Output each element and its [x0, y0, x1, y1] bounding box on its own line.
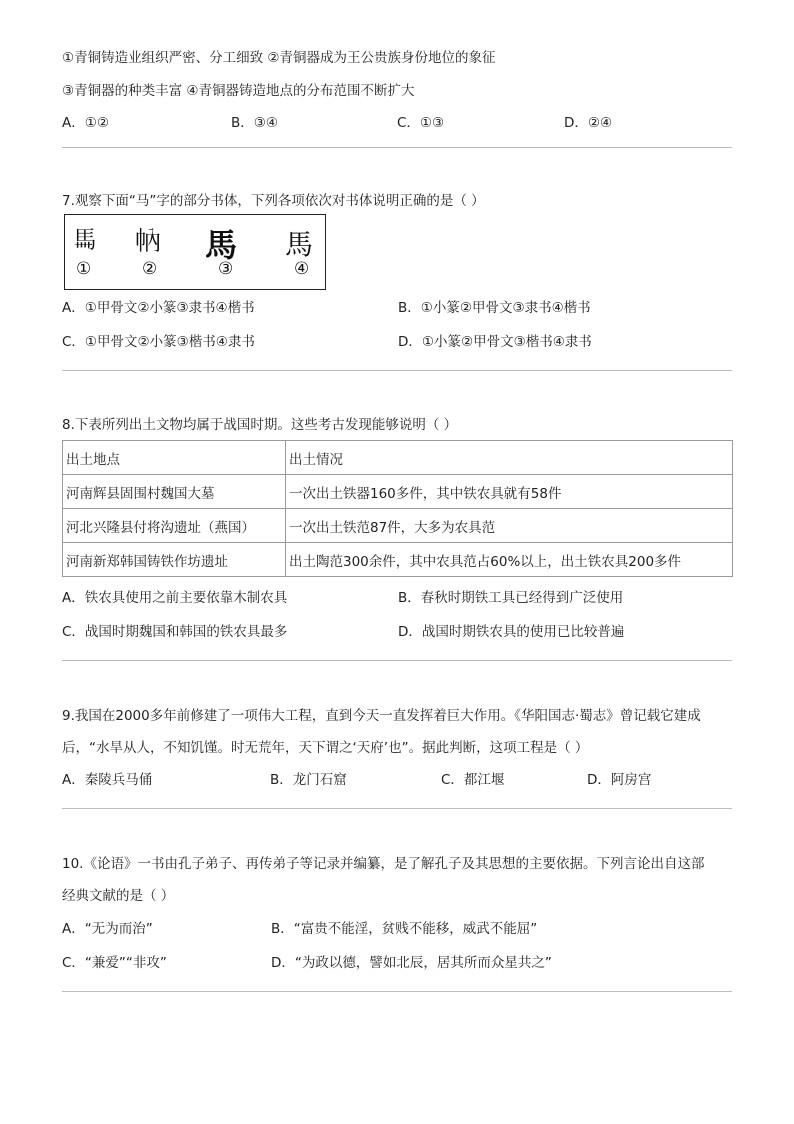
q10-option-c[interactable]: C．“兼爱”“非攻” [62, 955, 167, 971]
q10-option-d[interactable]: D．“为政以德，譬如北辰，居其所而众星共之” [271, 955, 552, 971]
q10-stem-line-1: 10.《论语》一书由孔子弟子、再传弟子等记录并编纂，是了解孔子及其思想的主要依据。下列言论出自这部 [62, 856, 705, 872]
q7-option-b[interactable]: B．①小篆②甲骨文③隶书④楷书 [398, 300, 591, 316]
table-cell: 河南新郑韩国铸铁作坊遗址 [63, 543, 286, 577]
q10-stem-line-2: 经典文献的是（ ） [62, 888, 175, 904]
q7-stem: 7.观察下面“马”字的部分书体，下列各项依次对书体说明正确的是（ ） [62, 193, 485, 209]
divider [62, 370, 732, 371]
divider [62, 991, 732, 992]
table-cell: 河南辉县固围村魏国大墓 [63, 475, 286, 509]
ma-script-figure [64, 214, 326, 290]
table-row [63, 543, 733, 577]
table-cell: 出土陶范300余件，其中农具范占60%以上，出土铁农具200多件 [286, 543, 733, 577]
q7-option-d[interactable]: D．①小篆②甲骨文③楷书④隶书 [398, 334, 592, 350]
table-cell: 一次出土铁范87件，大多为农具范 [286, 509, 733, 543]
ma-seal-glyph: 𢁩 [135, 227, 162, 257]
q9-option-b[interactable]: B．龙门石窟 [270, 772, 347, 788]
q8-stem: 8.下表所列出土文物均属于战国时期。这些考古发现能够说明（ ） [62, 417, 458, 433]
q8-option-b[interactable]: B．春秋时期铁工具已经得到广泛使用 [398, 590, 624, 606]
divider [62, 808, 732, 809]
ma-clerical-glyph: 馬 [205, 226, 238, 264]
q8-option-a[interactable]: A．铁农具使用之前主要依靠木制农具 [62, 590, 288, 606]
numeral-4: ④ [294, 259, 310, 279]
numeral-3: ③ [218, 259, 234, 279]
q7-option-c[interactable]: C．①甲骨文②小篆③楷书④隶书 [62, 334, 255, 350]
q7-option-a[interactable]: A．①甲骨文②小篆③隶书④楷书 [62, 300, 255, 316]
q10-option-b[interactable]: B．“富贵不能淫，贫贱不能移，威武不能屈” [271, 921, 538, 937]
divider [62, 660, 732, 661]
q6-option-c[interactable]: C．①③ [397, 115, 445, 131]
ma-oracle-glyph: 𩡧 [73, 226, 97, 254]
q10-option-a[interactable]: A．“无为而治” [62, 921, 153, 937]
table-cell: 一次出土铁器160多件，其中铁农具就有58件 [286, 475, 733, 509]
table-header-row [63, 441, 733, 475]
table-cell: 河北兴隆县付将沟遗址（燕国） [63, 509, 286, 543]
table-header-cell: 出土地点 [63, 441, 286, 475]
q9-stem-line-2: 后，“水旱从人，不知饥馑。时无荒年，天下谓之‘天府’也”。据此判断，这项工程是（ ） [62, 740, 589, 756]
q8-option-d[interactable]: D．战国时期铁农具的使用已比较普遍 [398, 624, 625, 640]
table-row [63, 475, 733, 509]
q9-option-a[interactable]: A．秦陵兵马俑 [62, 772, 153, 788]
q6-statement-line-1: ①青铜铸造业组织严密、分工细致 ②青铜器成为王公贵族身份地位的象征 [62, 50, 496, 66]
q9-stem-line-1: 9.我国在2000多年前修建了一项伟大工程，直到今天一直发挥着巨大作用。《华阳国志·蜀志》曾记载它建成 [62, 708, 701, 724]
ma-regular-glyph: 馬 [285, 228, 314, 261]
table-header-cell: 出土情况 [286, 441, 733, 475]
numeral-1: ① [76, 259, 92, 279]
q6-option-a[interactable]: A．①② [62, 115, 109, 131]
numeral-2: ② [142, 259, 158, 279]
table-row [63, 509, 733, 543]
q9-option-c[interactable]: C．都江堰 [441, 772, 505, 788]
q8-option-c[interactable]: C．战国时期魏国和韩国的铁农具最多 [62, 624, 288, 640]
divider [62, 147, 732, 148]
q6-option-b[interactable]: B．③④ [231, 115, 278, 131]
q6-statement-line-2: ③青铜器的种类丰富 ④青铜器铸造地点的分布范围不断扩大 [62, 83, 415, 99]
excavation-table [62, 440, 733, 577]
q9-option-d[interactable]: D．阿房宫 [587, 772, 652, 788]
q6-option-d[interactable]: D．②④ [564, 115, 613, 131]
